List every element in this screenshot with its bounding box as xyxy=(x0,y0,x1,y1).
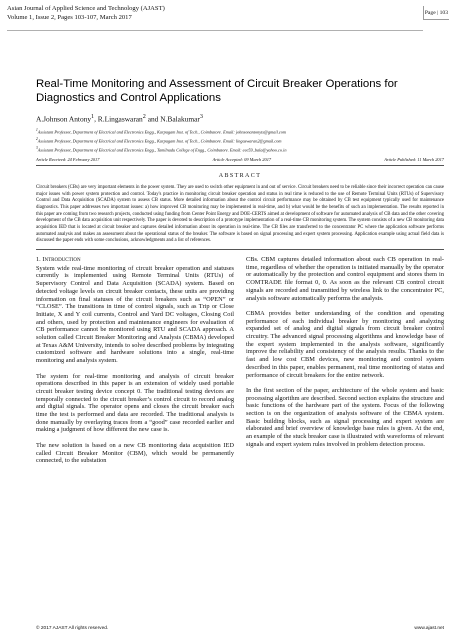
section-title-rest: NTRODUCTION xyxy=(44,258,81,263)
affiliations xyxy=(36,127,287,154)
journal-name: Asian Journal of Applied Science and Technology (AJAST) xyxy=(7,5,165,12)
body-paragraph: In the first section of the paper, architecture of the whole system and basic processing algorithm are described. Second section explains the structure and basic functions of the hardware part of the system. Focus of the following section is on the organization of analysis software of the CBMA system. Basic building blocks, such as signal processing and expert system are elaborated and brief overview of knowledge base rules is given. At the end, an example of the stuck breaker case is illustrated with waveforms of relevant signals and expert system rules involved in problem detection process. xyxy=(246,386,444,448)
abstract-text: Circuit breakers (CBs) are very important elements in the power system. They are used to switch other equipment in and out of service. Circuit breakers need to be reliable since their incorrect operation can cause major issues with power system protection and control. Today's practice in monitoring circuit breaker operation and status in real time is reduced to the use of Remote Terminal Units (RTUs) of Supervisory Control and Data Acquisition (SCADA) system to assess CB status. More detailed information about the control circuit performance may be obtained by CB test equipment typically used for maintenance diagnostics. This paper addresses two important issues: a) how improved CB monitoring may be implemented in real-time, and b) what would be the benefits of such an implementation. The results reported in this paper are coming from two research projects, conducted using funding from Center Point Energy and DOE-CERTS aimed at development of software for automated analysis of CB data and the other covering development of the CB data acquisition unit respectively. The paper is devoted to description of a prototype implementation of a real-time CB monitoring system. The system consists of a new CB monitoring data acquisition IED that is located at circuit breaker and captures detailed information about its operation in real-time. The CB files are transferred to the concentrator PC where the application software performs automated analysis and makes an assessment about the operational status of the breaker. The software is based on signal processing and expert system processing. Application example using actual field data is discussed the paper ends with some conclusions, acknowledgments and a list of references. xyxy=(36,185,444,244)
section-heading-introduction xyxy=(36,256,234,265)
journal-url: www.ajast.net xyxy=(414,626,444,631)
affiliation-superscript: 1 xyxy=(36,128,38,132)
author-superscript: 2 xyxy=(142,114,146,120)
header-rule xyxy=(7,30,423,31)
body-paragraph: CBMA provides better understanding of the condition and operating performance of each individual breaker by monitoring and analyzing expanded set of analog and digital signals from circuit breaker control circuitry. The advanced signal processing algorithms and knowledge base of the expert system implemented in the analysis software, significantly improve the reliability and consistency of the analysis results. Thanks to the fast and low cost CBM devices, new monitoring and control system described in this paper, enables permanent, real time monitoring of status and performance of circuit breakers for the entire network. xyxy=(246,309,444,379)
dates-rule xyxy=(36,165,444,166)
journal-volume: Volume 1, Issue 2, Pages 103-107, March 2017 xyxy=(7,14,132,21)
affiliation-superscript: 3 xyxy=(36,146,38,151)
author-name: and N.Balakumar xyxy=(145,114,200,124)
author-list xyxy=(36,114,203,123)
paper-title: Real-Time Monitoring and Assessment of Circuit Breaker Operations for Diagnostics and Control Applications xyxy=(36,78,398,104)
abstract-heading: ABSTRACT xyxy=(218,173,262,179)
journal-header xyxy=(7,4,165,22)
affiliation-line xyxy=(36,136,287,145)
author-superscript: 3 xyxy=(199,114,203,120)
author-name: , R.Lingaswaran xyxy=(94,114,143,124)
body-paragraph: System wide real-time monitoring of circuit breaker operation and statuses currently is implemented using Remote Terminal Units (RTUs) of Supervisory Control and Data Acquisition (SCADA) system. Based on detected voltage levels on circuit breaker contacts, these units are providing information on final statuses of the circuit breakers such as “OPEN” or “CLOSE”. The transitions in time of control signals, such as Trip or Close Initiate, X and Y coil currents, Control and Yard DC voltages, Closing Coil and others, used by protection and maintenance engineers for evaluation of CB performance cannot be monitored using RTU and SCADA approach. A solution called Circuit Breaker Monitoring and Analysis (CBMA) developed at Texas A&M University, intends to solve described problems by integrating customized software and hardware solutions into a single, real-time monitoring and analysis system. xyxy=(36,264,234,365)
page-footer xyxy=(36,626,444,631)
author-superscript: 1 xyxy=(91,114,95,120)
body-paragraph: The system for real-time monitoring and analysis of circuit breaker operations described in this paper is an extension of widely used portable circuit breaker testing device concept 0. The traditional testing devices are temporally connected to the circuit breaker’s control circuit to record analog and digital signals. The operator opens and closes the circuit breaker each time the test is performed and data are recorded. The traditional analysis is done manually by overlaying traces from a “good” case recorded earlier and making a judgment of how different the new case is. xyxy=(36,372,234,434)
section-number: 1. xyxy=(36,256,43,263)
published-date: Article Published: 11 March 2017 xyxy=(384,157,444,162)
affiliation-text: Assistant Professor, Department of Electrical and Electronics Engg., Karpagam Inst. of Tech., Coimbatore. Email: lingaswaran2@gmail.com xyxy=(37,138,282,144)
article-dates xyxy=(36,157,444,162)
left-column xyxy=(36,256,234,473)
affiliation-text: Assistant Professor, Department of Electrical and Electronics Engg., Karpagam Inst. of Tech., Coimbatore. Email: johnsonantonyts@gmail.com xyxy=(37,129,287,135)
received-date: Article Received: 24 February 2017 xyxy=(36,157,100,162)
abstract-rule xyxy=(36,249,444,250)
accepted-date: Article Accepted: 09 March 2017 xyxy=(212,157,272,162)
affiliation-text: Assistant Professor, Department of Electrical and Electronics Engg., Tamilnadu College of Engg., Coimbatore. Email: eee59_bala@yahoo.co.in xyxy=(37,147,287,153)
affiliation-superscript: 2 xyxy=(36,137,38,142)
right-column xyxy=(246,256,444,456)
affiliation-line xyxy=(36,145,287,154)
body-paragraph: CBs. CBM captures detailed information about each CB operation in real-time, regardless of whether the operation is initiated manually by the operator or automatically by the protection and control equipment and stores them in COMTRADE file format 0, 0. As soon as the relevant CB control circuit signals are recorded and transmitted by wireless link to the concentrator PC, analysis software automatically performs the analysis. xyxy=(246,256,444,302)
affiliation-line xyxy=(36,127,287,136)
section-title-initial: I xyxy=(42,256,45,263)
author-name: A.Johnson Antony xyxy=(36,114,92,124)
page-number-box: Page | 103 xyxy=(423,6,449,20)
body-paragraph: The new solution is based on a new CB monitoring data acquisition IED called Circuit Breaker Monitor (CBM), which would be permanently connected, to the substation xyxy=(36,441,234,465)
copyright-notice: © 2017 AJAST All rights reserved. xyxy=(36,626,109,631)
